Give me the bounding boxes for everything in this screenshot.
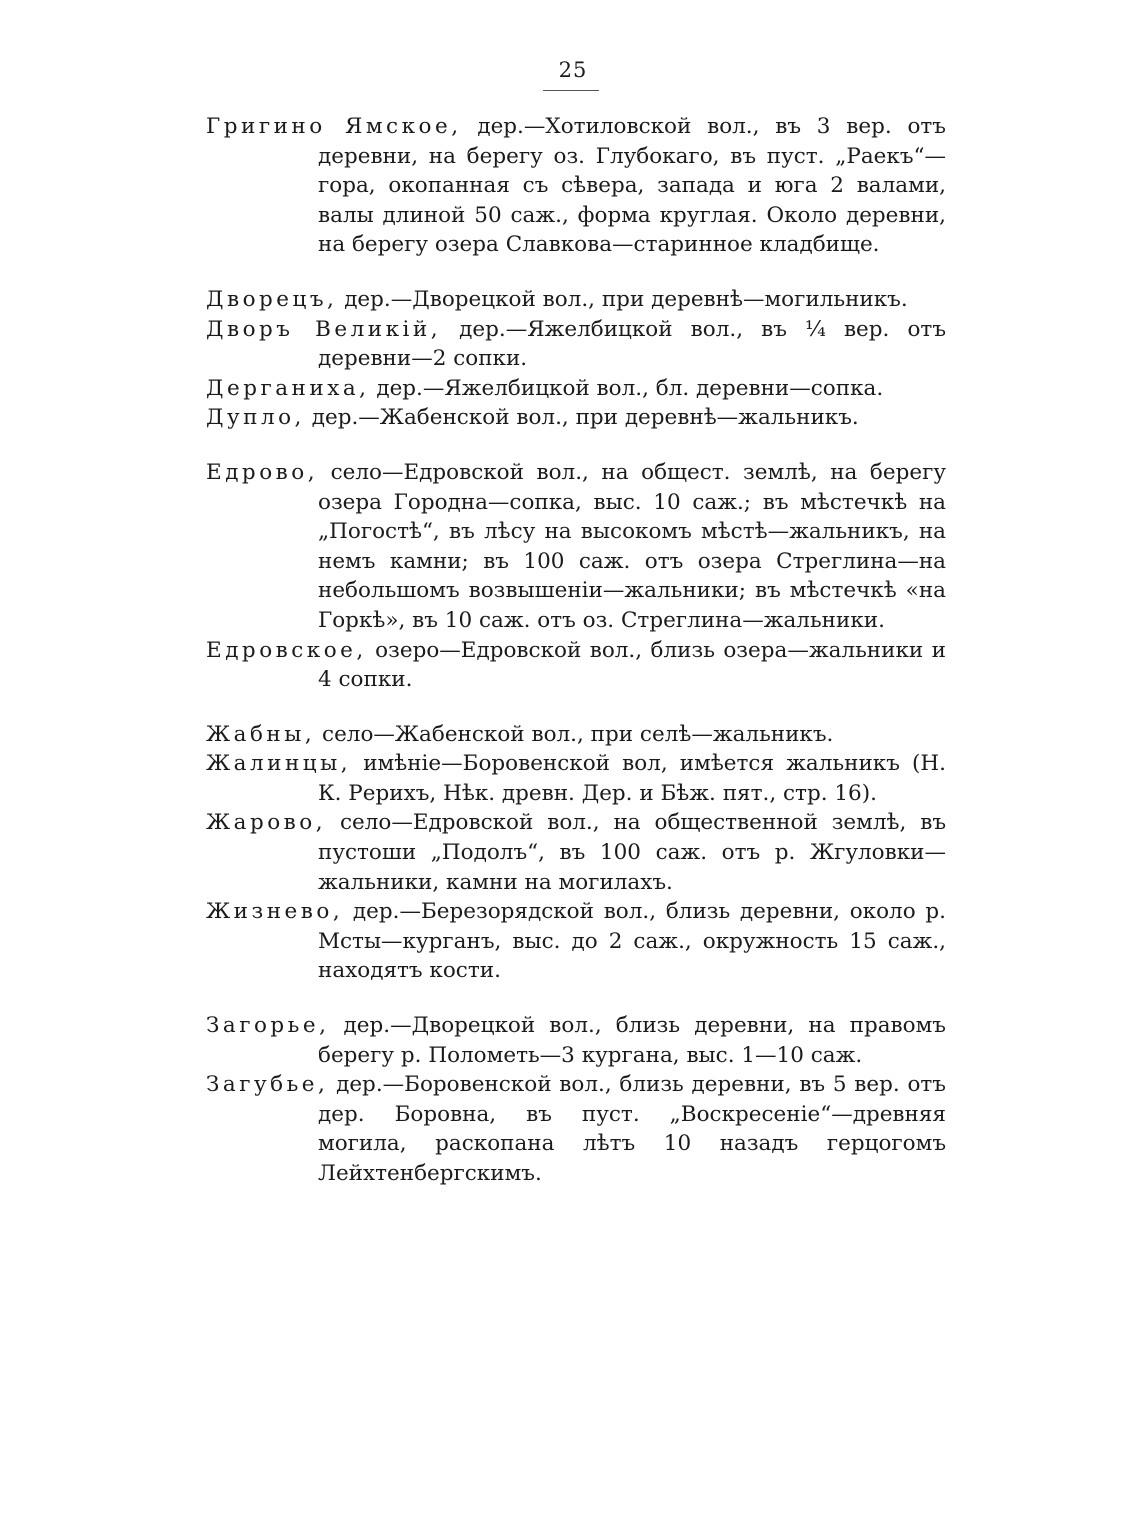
entry-edrovskoe [206,636,946,695]
entry-text: дер.—Дворецкой вол., близь деревни, на правомъ берегу р. Полометь—3 кургана, выс. 1—10 саж. [318,1013,946,1068]
page-number-rule [543,90,599,91]
entry-zhabny [206,720,946,750]
entry-text: дер.—Хотиловской вол., въ 3 вер. отъ деревни, на берегу оз. Глубокаго, въ пуст. „Раекъ“—гора, окопанная съ сѣвера, запада и юга 2 валами, валы длиной 50 саж., форма круглая. Около деревни, на берегу озера Славкова—старинное кладбище. [318,114,946,258]
entry-headword: Дерганиха, [206,375,370,401]
entry-text: дер.—Яжелбицкой вол., въ ¼ вер. отъ деревни—2 сопки. [318,316,946,372]
entry-headword: Жалинцы, [206,751,352,777]
entry-headword: Едровское, [206,637,367,663]
entry-zagorye [206,1011,946,1070]
entry-zhiznevo [206,897,946,986]
entry-headword: Дворецъ, [206,286,338,312]
entry-text: село—Едровской вол., на общественной землѣ, въ пустоши „Подолъ“, въ 100 саж. отъ р. Жгуловки—жальники, камни на могилахъ. [318,810,946,895]
entries-list [206,112,946,1189]
entry-headword: Григино Ямское, [206,114,462,139]
entry-headword: Дворъ Великій, [206,316,442,342]
entry-zagubye [206,1070,946,1188]
entry-derganikha [206,374,946,404]
entry-headword: Загубье, [206,1072,329,1098]
entry-text: дер.—Жабенской вол., при деревнѣ—жальникъ. [304,405,859,431]
entry-text: имѣніе—Боровенской вол, имѣется жальникъ (Н. К. Рерихъ, Нѣк. древн. Дер. и Бѣж. пят., стр. 16). [318,751,946,806]
entry-zharovo [206,808,946,897]
entry-headword: Едрово, [206,459,319,485]
entry-dvorets [206,285,946,315]
entry-text: дер.—Боровенской вол., близь деревни, въ 5 вер. отъ дер. Боровна, въ пуст. „Воскресеніе“—древняя могила, раскопана лѣтъ 10 назадъ герцогомъ Лейхтенбергскимъ. [318,1072,946,1186]
entry-headword: Жарово, [206,810,327,836]
entry-headword: Загорье, [206,1013,330,1039]
entry-dvor-velikiy [206,315,946,374]
entry-text: озеро—Едровской вол., близь озера—жальники и 4 сопки. [318,637,946,693]
page-number: 25 [558,58,588,82]
entry-headword: Дупло, [206,405,305,431]
entry-text: дер.—Дворецкой вол., при деревнѣ—могильникъ. [337,286,908,312]
entry-headword: Жабны, [206,721,316,747]
entry-text: село—Жабенской вол., при селѣ—жальникъ. [315,721,834,747]
entry-zhalintsy [206,749,946,808]
entry-text: село—Едровской вол., на общест. землѣ, на берегу озера Городна—сопка, выс. 10 саж.; въ мѣстечкѣ на „Погостѣ“, въ лѣсу на высокомъ мѣстѣ—жальникъ, на немъ камни; въ 100 саж. отъ озера Стреглина—на небольшомъ возвышеніи—жальники; въ мѣстечкѣ «на Горкѣ», въ 10 саж. отъ оз. Стреглина—жальники. [318,459,946,633]
entry-text: дер.—Яжелбицкой вол., бл. деревни—сопка. [369,375,884,401]
entry-text: дер.—Березорядской вол., близь деревни, около р. Мсты—курганъ, выс. до 2 саж., окружность 15 саж., находятъ кости. [318,899,946,984]
entry-headword: Жизнево, [206,899,344,925]
entry-edrovo [206,458,946,636]
entry-grigino-yamskoe [206,112,946,260]
entry-duplo [206,403,946,433]
